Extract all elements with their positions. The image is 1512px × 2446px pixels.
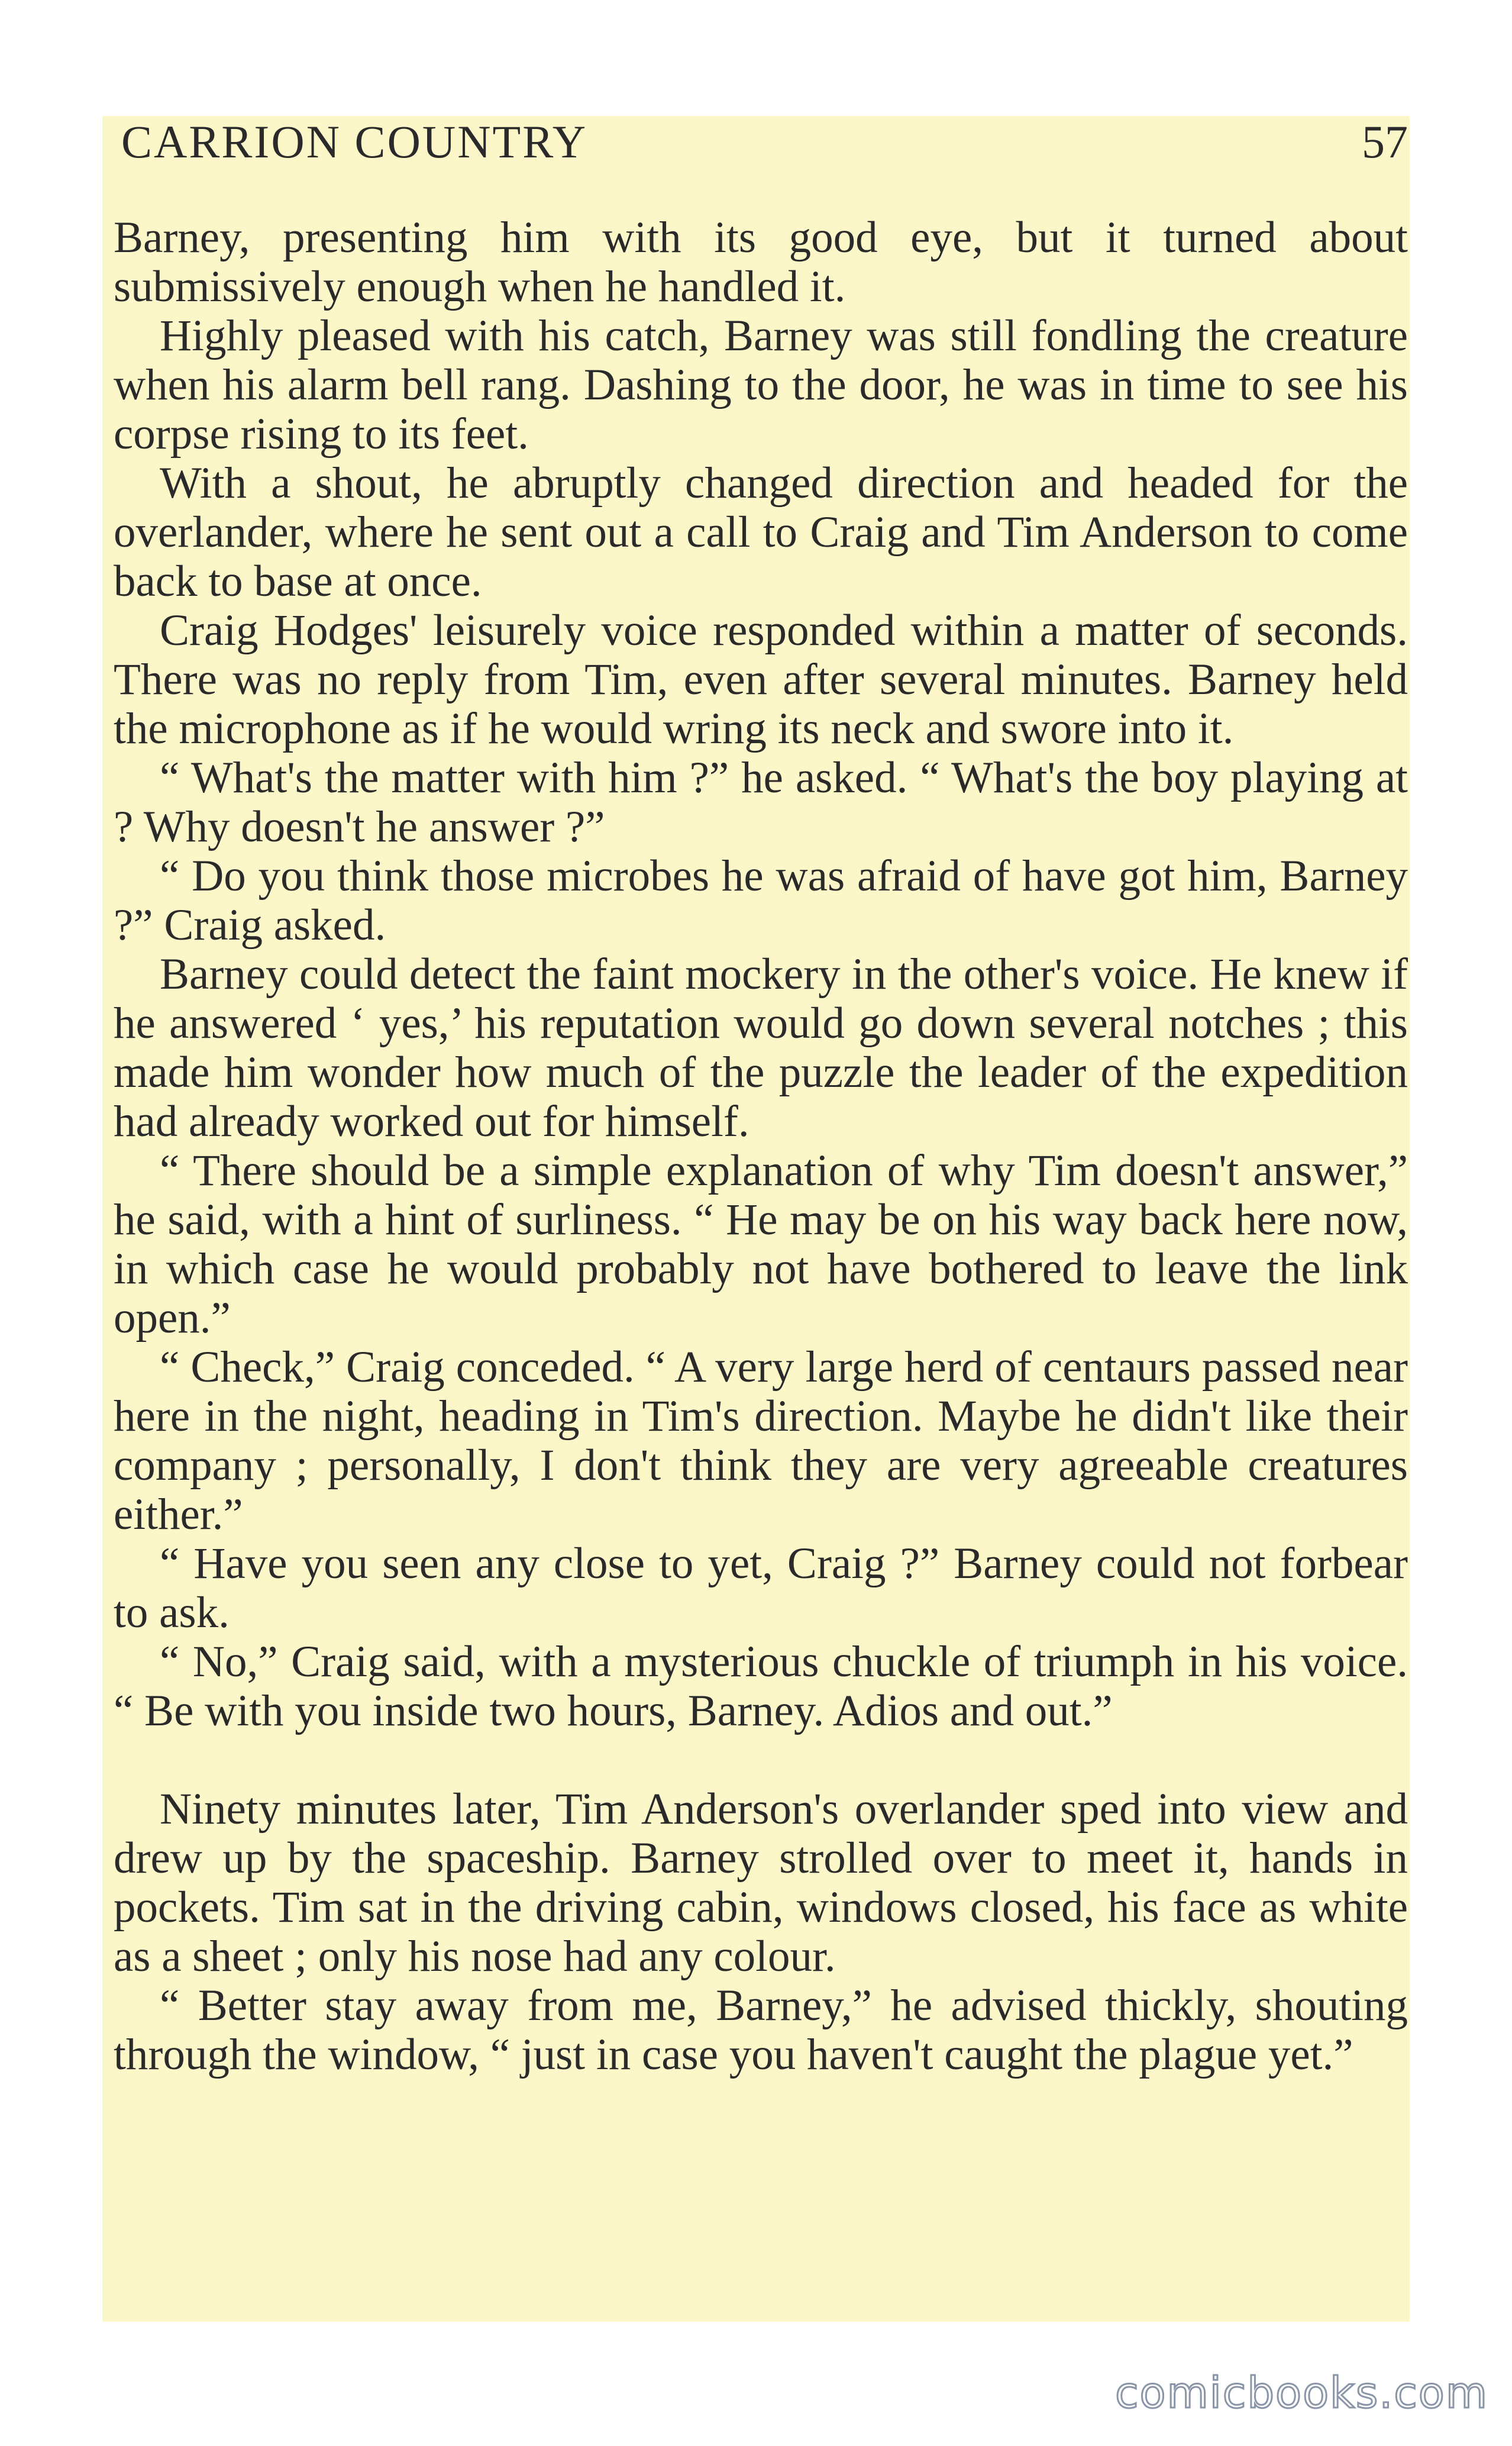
scene-break xyxy=(114,1735,1408,1785)
page-number: 57 xyxy=(1362,116,1408,167)
paragraph: Craig Hodges' leisurely voice responded within a matter of seconds. There was no reply from Tim, even after several minutes. Barney held the microphone as if he would wring its neck and swore into it. xyxy=(114,606,1408,753)
body-text xyxy=(114,213,1408,2079)
page-header xyxy=(121,112,1408,172)
paragraph: With a shout, he abruptly changed direction and headed for the overlander, where he sent out a call to Craig and Tim Anderson to come back to base at once. xyxy=(114,459,1408,606)
paragraph: Highly pleased with his catch, Barney was still fondling the creature when his alarm bell rang. Dashing to the door, he was in time to see his corpse rising to its feet. xyxy=(114,311,1408,459)
watermark: comicbooks.com xyxy=(1114,2368,1488,2418)
paragraph: “ There should be a simple explanation of why Tim doesn't answer,” he said, with a hint of surliness. “ He may be on his way back here now, in which case he would probably not have bothered to leave the link open.” xyxy=(114,1146,1408,1343)
paragraph: “ Have you seen any close to yet, Craig ?” Barney could not forbear to ask. xyxy=(114,1539,1408,1637)
paragraph: “ Check,” Craig conceded. “ A very large herd of centaurs passed near here in the night, heading in Tim's direction. Maybe he didn't like their company ; personally, I don't think they are very agreeable creatures either.” xyxy=(114,1343,1408,1539)
paragraph: “ What's the matter with him ?” he asked. “ What's the boy playing at ? Why doesn't he answer ?” xyxy=(114,753,1408,851)
paragraph: “ Better stay away from me, Barney,” he advised thickly, shouting through the window, “ just in case you haven't caught the plague yet.” xyxy=(114,1981,1408,2079)
paragraph: Barney could detect the faint mockery in the other's voice. He knew if he answered ‘ yes,’ his reputation would go down several notches ; this made him wonder how much of the puzzle the leader of the expedition had already worked out for himself. xyxy=(114,950,1408,1146)
paragraph: “ Do you think those microbes he was afraid of have got him, Barney ?” Craig asked. xyxy=(114,851,1408,950)
paragraph: Barney, presenting him with its good eye, but it turned about submissively enough when he handled it. xyxy=(114,213,1408,311)
paragraph: “ No,” Craig said, with a mysterious chuckle of triumph in his voice. “ Be with you inside two hours, Barney. Adios and out.” xyxy=(114,1637,1408,1735)
paragraph: Ninety minutes later, Tim Anderson's overlander sped into view and drew up by the spaceship. Barney strolled over to meet it, hands in pockets. Tim sat in the driving cabin, windows closed, his face as white as a sheet ; only his nose had any colour. xyxy=(114,1785,1408,1981)
running-title: CARRION COUNTRY xyxy=(121,116,588,167)
